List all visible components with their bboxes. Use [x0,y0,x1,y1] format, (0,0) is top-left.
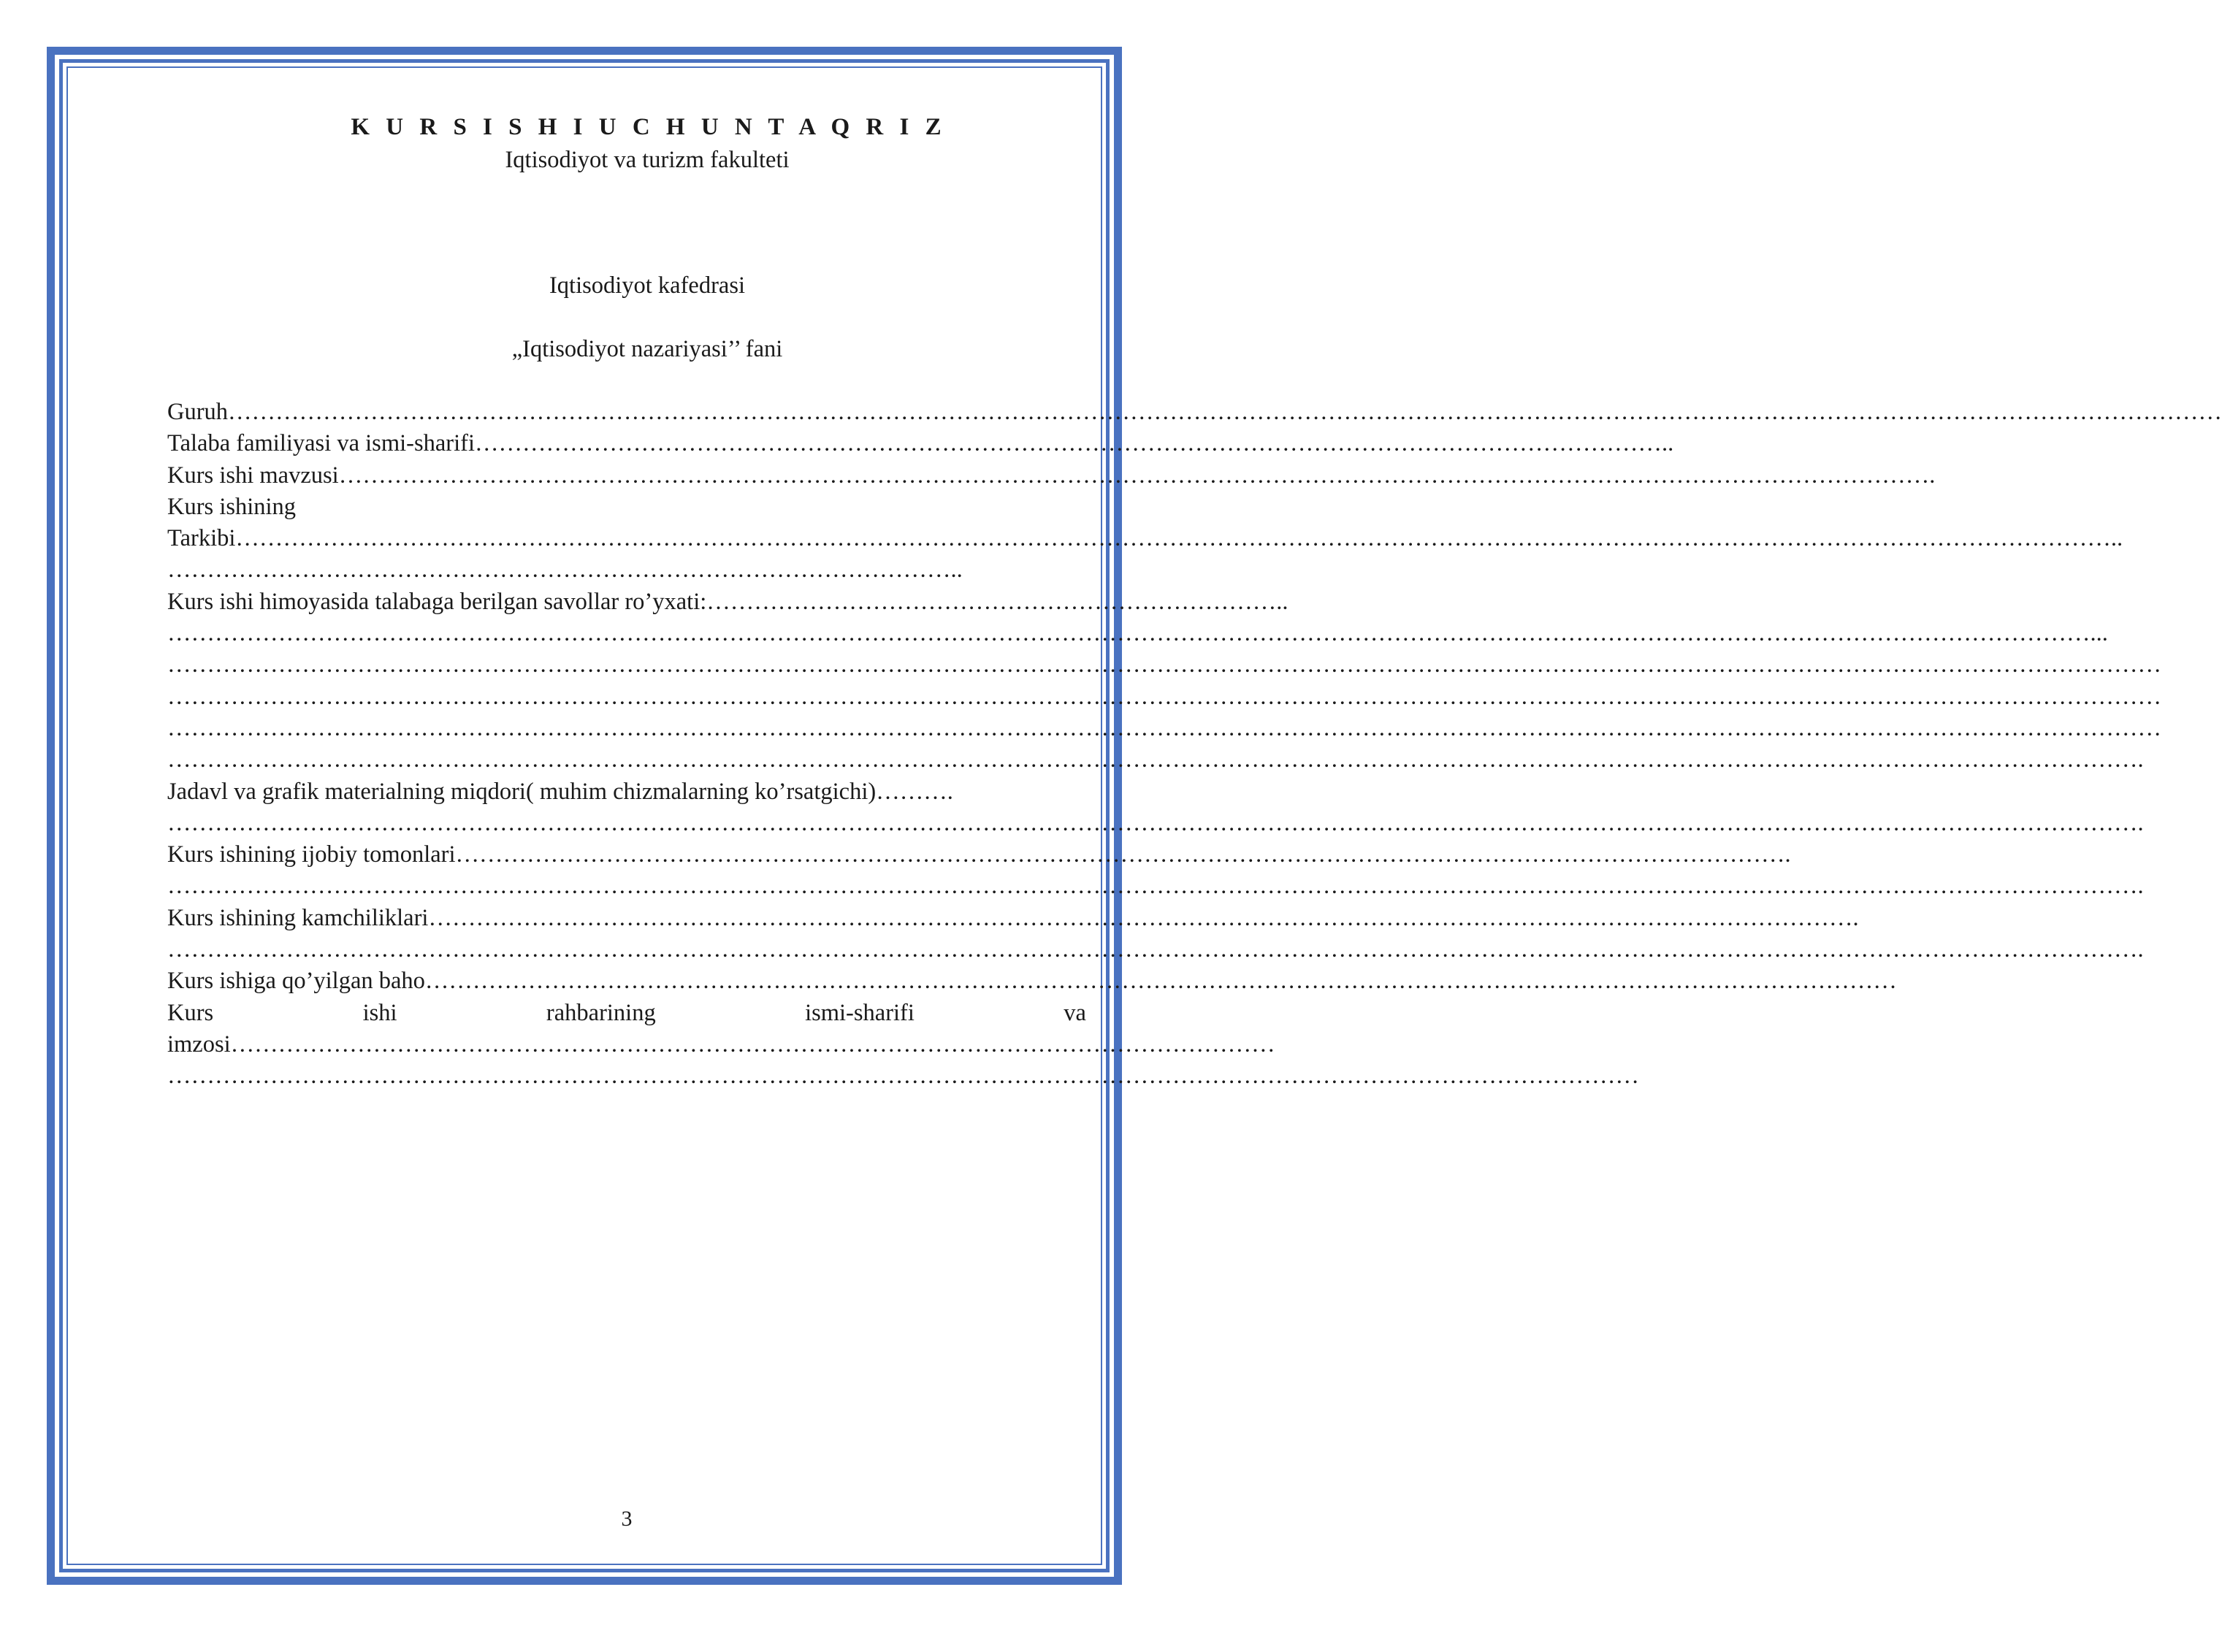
field-materials-continuation: ……………………………………………………………………………………………………………………………………………………………………………………………………………………………. [167,809,2144,836]
supervisor-word: va [1064,999,1086,1026]
field-questions-line: ……………………………………………………………………………………………………………………………………………………………………………………………………………………………… [167,714,2161,741]
field-student-name: Talaba familiyasi va ismi-sharifi…………………………………………………………………………………………………………………………………….. [167,430,1674,457]
field-positives-continuation: ……………………………………………………………………………………………………………………………………………………………………………………………………………………………. [167,873,2144,900]
field-supervisor [167,998,1086,1029]
supervisor-word: ishi [362,999,397,1026]
document-title: K U R S I S H I U C H U N T A Q R I Z [351,114,947,140]
field-shortcomings: Kurs ishining kamchiliklari………………………………………………………………………………………………………………………………………………………………. [167,904,1859,931]
field-structure: Tarkibi………………………………………………………………………………………………………………………………………………………………………………………………………………….. [167,525,2123,552]
field-positives: Kurs ishining ijobiy tomonlari……………………………………………………………………………………………………………………………………………………. [167,841,1791,868]
subject-name: „Iqtisodiyot nazariyasi’’ fani [511,336,783,362]
department-name: Iqtisodiyot kafedrasi [549,272,746,299]
field-structure-label: Kurs ishining [167,493,297,520]
field-questions: Kurs ishi himoyasida talabaga berilgan savollar ro’yxati:……………………………………………………………….. [167,588,1288,615]
field-questions-line: ………………………………………………………………………………………………………………………………………………………………………………………………………………………... [167,620,2108,647]
field-questions-line: ……………………………………………………………………………………………………………………………………………………………………………………………………………………………… [167,683,2161,710]
field-structure-continuation: ……………………………………………………………………………………….. [167,557,963,584]
supervisor-word: Kurs [167,999,214,1026]
field-signature: imzosi…………………………………………………………………………………………………………………… [167,1030,1275,1058]
field-signature-continuation: …………………………………………………………………………………………………………………………………………………………………… [167,1063,1639,1090]
supervisor-word: ismi-sharifi [805,999,915,1026]
page-number: 3 [621,1507,633,1531]
supervisor-word: rahbarining [546,999,656,1026]
field-questions-line: ……………………………………………………………………………………………………………………………………………………………………………………………………………………………. [167,746,2144,773]
field-shortcomings-continuation: ……………………………………………………………………………………………………………………………………………………………………………………………………………………………. [167,936,2144,963]
field-group: Guruh……………………………………………………………………………………………………………………………………………………………………………………………………………………………… [167,399,2222,425]
field-topic: Kurs ishi mavzusi…………………………………………………………………………………………………………………………………………………………………………………. [167,462,1936,489]
faculty-name: Iqtisodiyot va turizm fakulteti [505,147,790,173]
field-questions-line: ……………………………………………………………………………………………………………………………………………………………………………………………………………………………… [167,651,2161,678]
review-form [167,397,2222,1093]
field-materials: Jadavl va grafik materialning miqdori( muhim chizmalarning ko’rsatgichi)………. [167,778,953,805]
field-grade: Kurs ishiga qo’yilgan baho…………………………………………………………………………………………………………………………………………………………………… [167,968,1897,995]
